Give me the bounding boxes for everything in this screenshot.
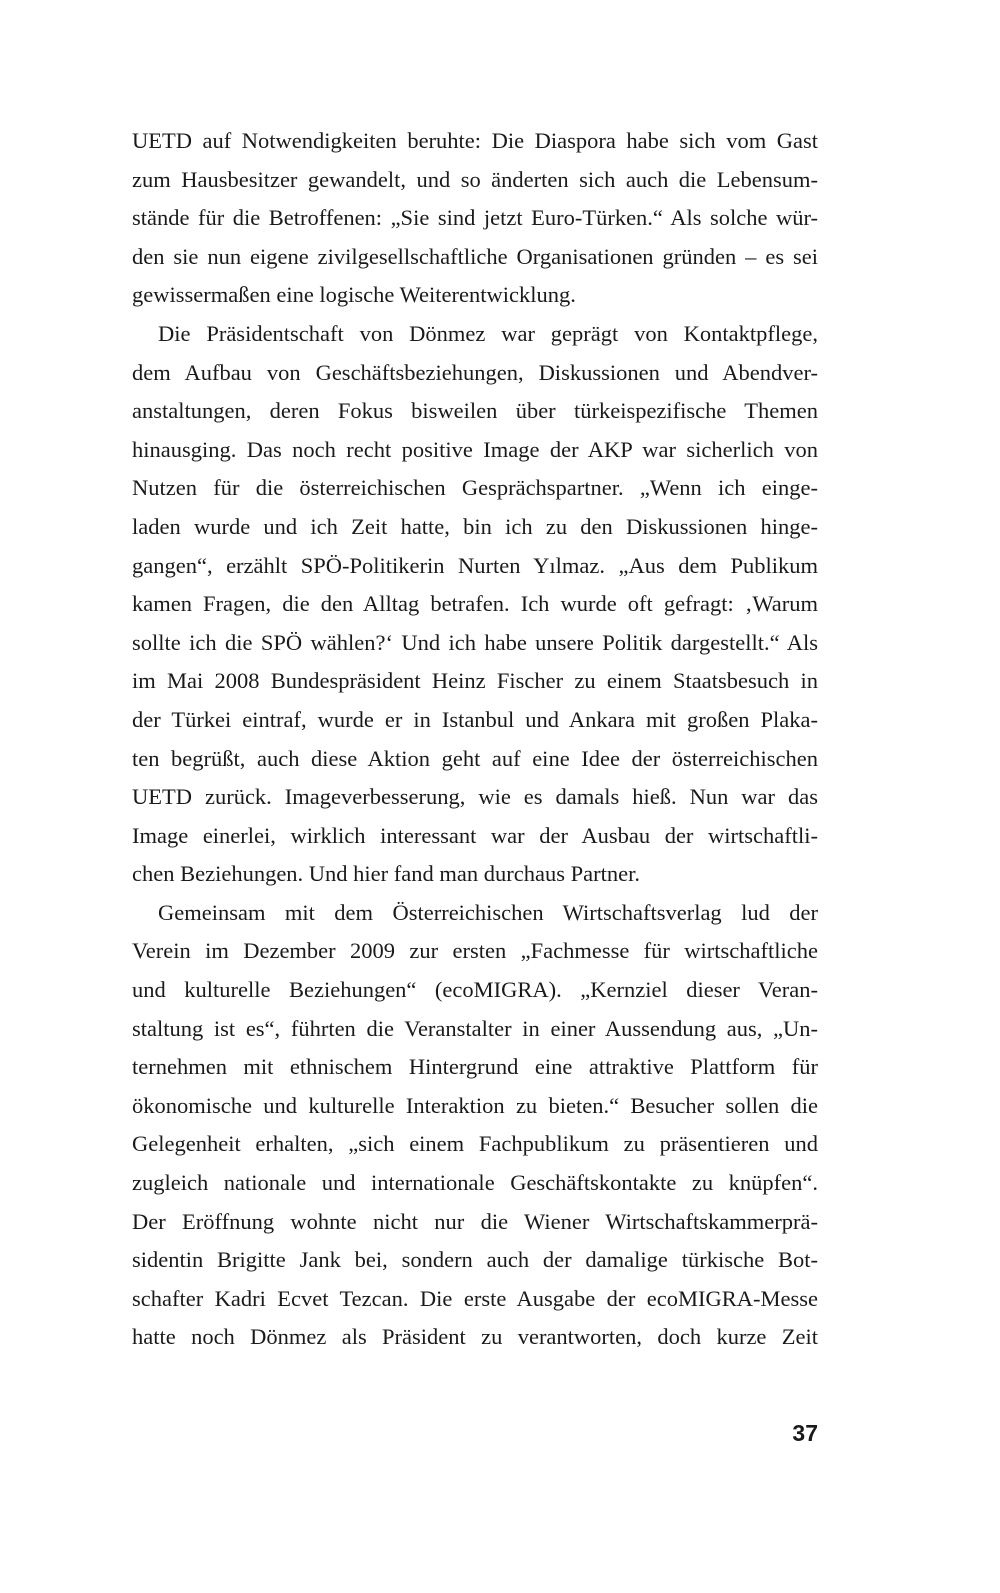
text-line: hatte noch Dönmez als Präsident zu verantworten, doch kurze Zeit [132,1324,818,1350]
text-line: zum Hausbesitzer gewandelt, und so änderten sich auch die Lebensum- [132,166,818,192]
text-line: sidentin Brigitte Jank bei, sondern auch der damalige türkische Bot- [132,1247,818,1273]
body-text [132,122,818,1357]
text-line: stände für die Betroffenen: „Sie sind jetzt Euro-Türken.“ Als solche wür- [132,205,818,231]
text-line: chen Beziehungen. Und hier fand man durchaus Partner. [132,861,640,887]
text-line: gewissermaßen eine logische Weiterentwicklung. [132,282,576,308]
paragraph [132,894,818,1357]
text-line: den sie nun eigene zivilgesellschaftliche Organisationen gründen – es sei [132,243,818,269]
text-line: ten begrüßt, auch diese Aktion geht auf eine Idee der österreichischen [132,745,818,771]
text-line: im Mai 2008 Bundespräsident Heinz Fischer zu einem Staatsbesuch in [132,668,818,694]
text-line: hinausging. Das noch recht positive Image der AKP war sicherlich von [132,436,818,462]
text-line: staltung ist es“, führten die Veranstalter in einer Aussendung aus, „Un- [132,1015,818,1041]
text-line: gangen“, erzählt SPÖ-Politikerin Nurten Yılmaz. „Aus dem Publikum [132,552,818,578]
text-line: der Türkei eintraf, wurde er in Istanbul und Ankara mit großen Plaka- [132,706,818,732]
text-line: dem Aufbau von Geschäftsbeziehungen, Diskussionen und Abendver- [132,359,818,385]
text-line: anstaltungen, deren Fokus bisweilen über türkeispezifische Themen [132,398,818,424]
text-line: und kulturelle Beziehungen“ (ecoMIGRA). „Kernziel dieser Veran- [132,977,818,1003]
text-line: schafter Kadri Ecvet Tezcan. Die erste Ausgabe der ecoMIGRA-Messe [132,1285,818,1311]
text-line: Die Präsidentschaft von Dönmez war geprägt von Kontaktpflege, [158,320,818,346]
text-line: Gemeinsam mit dem Österreichischen Wirtschaftsverlag lud der [158,899,818,925]
text-line: ternehmen mit ethnischem Hintergrund eine attraktive Plattform für [132,1054,818,1080]
paragraph [132,122,818,315]
paragraph [132,315,818,894]
text-line: zugleich nationale und internationale Geschäftskontakte zu knüpfen“. [132,1170,818,1196]
text-line: Gelegenheit erhalten, „sich einem Fachpublikum zu präsentieren und [132,1131,818,1157]
text-line: Der Eröffnung wohnte nicht nur die Wiener Wirtschaftskammerprä- [132,1208,818,1234]
text-line: Verein im Dezember 2009 zur ersten „Fachmesse für wirtschaftliche [132,938,818,964]
text-line: Image einerlei, wirklich interessant war der Ausbau der wirtschaftli- [132,822,818,848]
text-line: Nutzen für die österreichischen Gesprächspartner. „Wenn ich einge- [132,475,818,501]
text-line: UETD auf Notwendigkeiten beruhte: Die Diaspora habe sich vom Gast [132,128,818,153]
text-line: kamen Fragen, die den Alltag betrafen. Ich wurde oft gefragt: ‚Warum [132,591,818,617]
text-line: ökonomische und kulturelle Interaktion zu bieten.“ Besucher sollen die [132,1092,818,1118]
text-line: laden wurde und ich Zeit hatte, bin ich zu den Diskussionen hinge- [132,513,818,539]
text-line: sollte ich die SPÖ wählen?‘ Und ich habe unsere Politik dargestellt.“ Als [132,629,818,655]
page-number: 37 [792,1420,818,1446]
text-line: UETD zurück. Imageverbesserung, wie es damals hieß. Nun war das [132,784,818,810]
